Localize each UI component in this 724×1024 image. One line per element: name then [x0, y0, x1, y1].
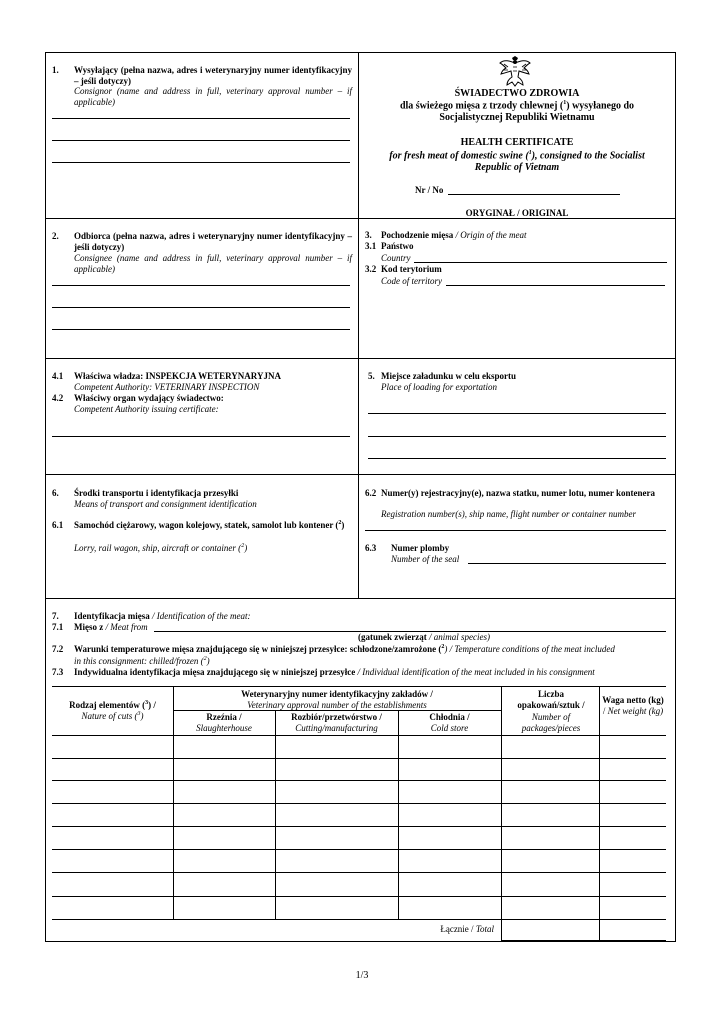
authority-label-pl: Właściwa władza: INSPEKCJA WETERYNARYJNA — [74, 371, 281, 381]
table-row[interactable] — [52, 803, 666, 804]
box3-title-en: / Origin of the meat — [453, 230, 527, 240]
col-slaughterhouse-en: Slaughterhouse — [196, 723, 252, 734]
temperature-en-1: ) / Temperature conditions of the meat included — [444, 644, 615, 654]
authority-label-en: Competent Authority: VETERINARY INSPECTION — [74, 382, 260, 392]
box2-title-pl: Odbiorca (pełna nazwa, adres i weterynaryjny numer identyfikacyjny – jeśli dotyczy) — [74, 231, 352, 253]
row-divider-4 — [45, 598, 676, 599]
loading-place-field[interactable] — [368, 436, 666, 437]
vehicle-label-pl-end: ) — [341, 520, 345, 530]
col-packages-en: Number of packages/pieces — [521, 711, 581, 733]
table-row[interactable] — [52, 849, 666, 850]
box4-2-number: 4.2 — [52, 393, 64, 403]
footnote-ref: 3 — [137, 711, 141, 718]
col-nature-en: Nature of cuts ( — [81, 711, 138, 722]
col-cutting-pl: Rozbiór/przetwórstwo / — [291, 712, 382, 722]
col-nature-header — [52, 700, 173, 723]
table-col-divider — [599, 686, 600, 941]
box7-number: 7. — [52, 611, 59, 621]
issuing-organ-label-en: Competent Authority issuing certificate: — [74, 404, 219, 414]
footnote-ref: 1 — [528, 150, 532, 156]
individual-pl: Indywidualna identyfikacja mięsa znajdującego się w niniejszej przesyłce — [74, 667, 356, 677]
box2-number: 2. — [52, 231, 59, 241]
col-cutting-header — [275, 712, 398, 735]
loading-place-label-pl: Miejsce załadunku w celu eksportu — [381, 371, 516, 381]
vehicle-label-en-text: Lorry, rail wagon, ship, aircraft or container ( — [74, 543, 242, 553]
country-label-pl: Państwo — [381, 241, 414, 251]
col-nature-pl-end: ) / — [148, 700, 156, 710]
country-label-en: Country — [381, 253, 411, 263]
temperature-en-line2 — [74, 656, 210, 667]
column-divider — [358, 52, 359, 598]
table-col-divider — [501, 686, 502, 941]
box7-3-number: 7.3 — [52, 667, 64, 677]
meat-from-en: / Meat from — [103, 622, 148, 632]
footnote-ref: 2 — [241, 543, 245, 549]
seal-label-pl: Numer plomby — [391, 543, 450, 553]
total-pl: Łącznie / — [440, 924, 476, 934]
box1-title-pl: Wysyłający (pełna nazwa, adres i weterynaryjny numer identyfikacyjny – jeśli dotyczy) — [74, 65, 352, 87]
box1-field-line[interactable] — [52, 118, 350, 119]
table-col-divider — [398, 710, 399, 919]
temperature-pl: Warunki temperaturowe mięsa znajdującego się w niniejszej przesyłce: schłodzone/zamrożone ( — [74, 644, 442, 654]
col-nature-en-end: ) — [140, 711, 144, 722]
meat-identification-en: / Identification of the meat: — [149, 611, 251, 621]
box1-field-line[interactable] — [52, 140, 350, 141]
vehicle-label-pl — [74, 520, 352, 531]
table-row[interactable] — [52, 780, 666, 781]
col-weight-pl: Waga netto (kg) — [602, 695, 664, 705]
col-weight-en: Net weight (kg) — [607, 706, 664, 717]
country-field[interactable] — [414, 262, 667, 263]
animal-species-pl: (gatunek zwierząt — [358, 632, 427, 642]
header-subtitle-pl-1: dla świeżego mięsa z trzody chlewnej ( — [399, 100, 564, 112]
table-header-bottom — [52, 735, 666, 736]
temperature-en-2: in this consignment: chilled/frozen ( — [74, 656, 204, 666]
box1-title-en: Consignor (name and address in full, veterinary approval number – if applicable) — [74, 86, 352, 108]
registration-field[interactable] — [365, 530, 666, 531]
issuing-organ-field[interactable] — [52, 436, 350, 437]
table-top-border — [52, 686, 666, 687]
total-bottom-border — [501, 940, 666, 941]
table-row[interactable] — [52, 896, 666, 897]
individual-en: / Individual identification of the meat included in his consignment — [355, 667, 595, 677]
header-subtitle-en — [358, 150, 676, 163]
territory-label-pl: Kod terytorium — [381, 264, 442, 274]
loading-place-field[interactable] — [368, 413, 666, 414]
meat-identification-pl: Identyfikacja mięsa — [74, 611, 150, 621]
meat-identification-title — [74, 611, 250, 622]
header-subtitle-pl — [358, 100, 676, 113]
box4-1-number: 4.1 — [52, 371, 64, 381]
header-subtitle-en-2: ), consigned to the Socialist — [531, 150, 645, 162]
registration-label-pl: Numer(y) rejestracyjny(e), nazwa statku, numer lotu, numer kontenera — [381, 488, 655, 498]
header-subtitle-pl-2: ) wysyłanego do — [566, 100, 635, 112]
col-slaughterhouse-pl: Rzeźnia / — [206, 712, 242, 722]
polish-eagle-emblem — [498, 55, 532, 87]
box6-number: 6. — [52, 488, 59, 498]
total-en: Total — [475, 924, 494, 934]
box7-2-number: 7.2 — [52, 644, 64, 654]
box3-title-pl: Pochodzenie mięsa — [381, 230, 454, 240]
box3-title — [381, 230, 527, 241]
table-row[interactable] — [52, 919, 666, 920]
col-packages-pl: Liczba opakowań/sztuk / — [517, 689, 585, 711]
animal-species-en: / animal species) — [426, 632, 490, 642]
vehicle-label-en-end: ) — [244, 543, 248, 553]
box3-2-number: 3.2 — [365, 264, 377, 274]
territory-label-en: Code of territory — [381, 276, 442, 286]
col-weight-header: Waga netto (kg) / Net weight (kg) — [602, 695, 664, 717]
header-subtitle-en-3: Republic of Vietnam — [474, 162, 560, 173]
loading-place-label-en: Place of loading for exportation — [381, 382, 497, 392]
box2-field-line[interactable] — [52, 329, 350, 330]
total-label — [420, 924, 494, 935]
footnote-ref: 2 — [441, 644, 445, 650]
meat-from-pl: Mięso z — [74, 622, 104, 632]
loading-place-field[interactable] — [368, 458, 666, 459]
certificate-number-label: Nr / No — [415, 185, 444, 195]
seal-label-en: Number of the seal — [391, 554, 460, 564]
animal-species-label — [358, 632, 490, 643]
row-divider-3 — [45, 474, 676, 475]
row-divider-2 — [45, 358, 676, 359]
footnote-ref: 3 — [145, 700, 149, 706]
temperature-conditions — [74, 644, 670, 655]
issuing-organ-label-pl: Właściwy organ wydający świadectwo: — [74, 393, 224, 403]
footnote-ref: 2 — [338, 520, 342, 526]
footnote-ref: 1 — [563, 100, 567, 106]
page-number: 1/3 — [355, 970, 369, 981]
box1-number: 1. — [52, 65, 59, 75]
col-coldstore-en: Cold store — [430, 723, 469, 734]
vehicle-label-en — [74, 543, 247, 554]
table-row[interactable] — [52, 872, 666, 873]
box7-1-number: 7.1 — [52, 622, 64, 632]
transport-label-en: Means of transport and consignment identification — [74, 499, 257, 509]
header-subtitle-en-1: for fresh meat of domestic swine ( — [389, 150, 529, 162]
box6-3-number: 6.3 — [365, 543, 377, 553]
box6-2-number: 6.2 — [365, 488, 377, 498]
footnote-ref: 2 — [203, 656, 207, 662]
header-title-pl: ŚWIADECTWO ZDROWIA — [454, 88, 580, 99]
box5-number: 5. — [368, 371, 375, 381]
table-col-divider — [275, 710, 276, 919]
header-subtitle-pl-3: Socjalistycznej Republiki Wietnamu — [439, 112, 595, 123]
header-title-en: HEALTH CERTIFICATE — [460, 137, 574, 148]
table-row[interactable] — [52, 758, 666, 759]
box6-1-number: 6.1 — [52, 520, 64, 530]
establishments-header-en: Veterinary approval number of the establishments — [247, 700, 427, 710]
establishments-header-pl: Weterynaryjny numer identyfikacyjny zakładów / — [241, 689, 433, 699]
box3-number: 3. — [365, 230, 372, 240]
meat-from-label — [74, 622, 148, 633]
col-slaughterhouse-header — [173, 712, 275, 735]
individual-identification — [74, 667, 670, 678]
col-cutting-en: Cutting/manufacturing — [295, 723, 378, 734]
table-row[interactable] — [52, 826, 666, 827]
seal-field[interactable] — [468, 563, 666, 564]
territory-field[interactable] — [446, 285, 665, 286]
temperature-en-3: ) — [206, 656, 210, 666]
registration-label-en: Registration number(s), ship name, flight number or container number — [381, 509, 636, 519]
box2-field-line[interactable] — [52, 307, 350, 308]
col-nature-pl: Rodzaj elementów ( — [69, 700, 146, 710]
box3-1-number: 3.1 — [365, 241, 377, 251]
box1-field-line[interactable] — [52, 162, 350, 163]
box2-field-line[interactable] — [52, 285, 350, 286]
col-packages-header — [506, 689, 596, 734]
vehicle-label-pl-text: Samochód ciężarowy, wagon kolejowy, statek, samolot lub kontener ( — [74, 520, 339, 530]
col-coldstore-header — [398, 712, 501, 735]
certificate-number-field[interactable] — [448, 194, 620, 195]
original-label: ORYGINAŁ / ORIGINAL — [465, 208, 569, 218]
transport-label-pl: Środki transportu i identyfikacja przesyłki — [74, 488, 239, 498]
col-coldstore-pl: Chłodnia / — [429, 712, 470, 722]
box2-title-en: Consignee (name and address in full, veterinary approval number – if applicable) — [74, 253, 352, 275]
